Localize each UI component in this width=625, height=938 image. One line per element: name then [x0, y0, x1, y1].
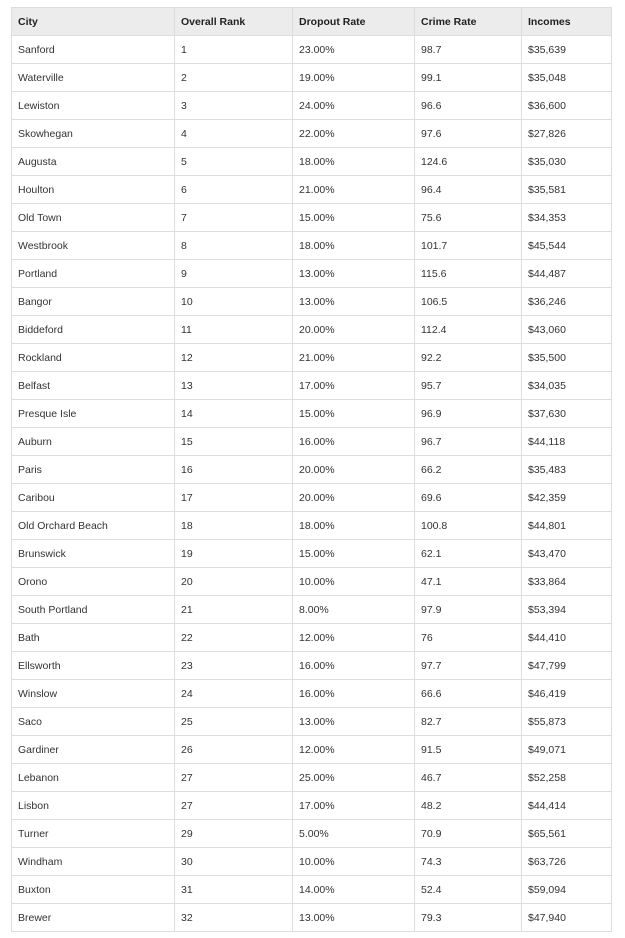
cell-crime-rate: 92.2: [415, 344, 522, 372]
cell-dropout-rate: 14.00%: [293, 876, 415, 904]
cell-crime-rate: 48.2: [415, 792, 522, 820]
cell-overall-rank: 23: [175, 652, 293, 680]
cell-city: Orono: [12, 568, 175, 596]
cell-city: Augusta: [12, 148, 175, 176]
cell-overall-rank: 15: [175, 428, 293, 456]
cell-dropout-rate: 5.00%: [293, 820, 415, 848]
table-row: [12, 120, 612, 148]
cell-overall-rank: 10: [175, 288, 293, 316]
table-header-row: [12, 8, 612, 36]
cell-overall-rank: 21: [175, 596, 293, 624]
cell-incomes: $35,500: [522, 344, 612, 372]
cell-crime-rate: 96.9: [415, 400, 522, 428]
cell-dropout-rate: 18.00%: [293, 232, 415, 260]
cell-incomes: $59,094: [522, 876, 612, 904]
cell-city: Brunswick: [12, 540, 175, 568]
cell-crime-rate: 47.1: [415, 568, 522, 596]
cell-crime-rate: 124.6: [415, 148, 522, 176]
cell-overall-rank: 3: [175, 92, 293, 120]
column-header-city: City: [12, 8, 175, 36]
cell-overall-rank: 13: [175, 372, 293, 400]
cell-dropout-rate: 10.00%: [293, 568, 415, 596]
table-row: [12, 820, 612, 848]
cell-dropout-rate: 10.00%: [293, 848, 415, 876]
cell-incomes: $45,544: [522, 232, 612, 260]
table-row: [12, 652, 612, 680]
cell-overall-rank: 11: [175, 316, 293, 344]
cell-incomes: $47,940: [522, 904, 612, 932]
cell-dropout-rate: 21.00%: [293, 344, 415, 372]
cell-city: Sanford: [12, 36, 175, 64]
cell-dropout-rate: 13.00%: [293, 288, 415, 316]
table-row: [12, 36, 612, 64]
cell-dropout-rate: 16.00%: [293, 428, 415, 456]
cell-dropout-rate: 22.00%: [293, 120, 415, 148]
cell-crime-rate: 62.1: [415, 540, 522, 568]
cell-incomes: $37,630: [522, 400, 612, 428]
cell-city: Bangor: [12, 288, 175, 316]
cell-incomes: $52,258: [522, 764, 612, 792]
cell-incomes: $33,864: [522, 568, 612, 596]
cell-incomes: $44,118: [522, 428, 612, 456]
cell-crime-rate: 106.5: [415, 288, 522, 316]
cell-city: Old Town: [12, 204, 175, 232]
cell-overall-rank: 14: [175, 400, 293, 428]
cell-incomes: $44,801: [522, 512, 612, 540]
cell-crime-rate: 74.3: [415, 848, 522, 876]
table-row: [12, 764, 612, 792]
cell-incomes: $44,487: [522, 260, 612, 288]
cell-city: Waterville: [12, 64, 175, 92]
cell-overall-rank: 7: [175, 204, 293, 232]
cell-overall-rank: 1: [175, 36, 293, 64]
table-row: [12, 316, 612, 344]
cell-overall-rank: 9: [175, 260, 293, 288]
cell-overall-rank: 27: [175, 792, 293, 820]
cell-city: Brewer: [12, 904, 175, 932]
table-row: [12, 876, 612, 904]
cell-dropout-rate: 12.00%: [293, 736, 415, 764]
cell-crime-rate: 76: [415, 624, 522, 652]
cell-city: Portland: [12, 260, 175, 288]
cell-crime-rate: 99.1: [415, 64, 522, 92]
cell-crime-rate: 91.5: [415, 736, 522, 764]
cell-crime-rate: 98.7: [415, 36, 522, 64]
cell-crime-rate: 70.9: [415, 820, 522, 848]
cell-dropout-rate: 24.00%: [293, 92, 415, 120]
table-row: [12, 680, 612, 708]
cell-incomes: $36,600: [522, 92, 612, 120]
cell-dropout-rate: 15.00%: [293, 540, 415, 568]
table-row: [12, 92, 612, 120]
cell-crime-rate: 82.7: [415, 708, 522, 736]
cell-city: Skowhegan: [12, 120, 175, 148]
cell-dropout-rate: 23.00%: [293, 36, 415, 64]
cell-crime-rate: 46.7: [415, 764, 522, 792]
cell-dropout-rate: 18.00%: [293, 148, 415, 176]
cell-overall-rank: 24: [175, 680, 293, 708]
cell-city: Old Orchard Beach: [12, 512, 175, 540]
cell-overall-rank: 2: [175, 64, 293, 92]
cell-incomes: $34,353: [522, 204, 612, 232]
cell-overall-rank: 22: [175, 624, 293, 652]
cell-crime-rate: 96.6: [415, 92, 522, 120]
table-row: [12, 400, 612, 428]
cell-dropout-rate: 13.00%: [293, 260, 415, 288]
cell-overall-rank: 19: [175, 540, 293, 568]
cell-incomes: $35,483: [522, 456, 612, 484]
cell-crime-rate: 97.9: [415, 596, 522, 624]
cell-city: Westbrook: [12, 232, 175, 260]
cell-incomes: $35,581: [522, 176, 612, 204]
table-row: [12, 260, 612, 288]
cell-dropout-rate: 15.00%: [293, 400, 415, 428]
cell-incomes: $34,035: [522, 372, 612, 400]
cell-city: Buxton: [12, 876, 175, 904]
table-row: [12, 512, 612, 540]
cell-dropout-rate: 16.00%: [293, 652, 415, 680]
table-row: [12, 568, 612, 596]
cell-dropout-rate: 15.00%: [293, 204, 415, 232]
cell-incomes: $43,060: [522, 316, 612, 344]
cell-overall-rank: 30: [175, 848, 293, 876]
cell-city: Ellsworth: [12, 652, 175, 680]
cell-crime-rate: 97.6: [415, 120, 522, 148]
cell-overall-rank: 5: [175, 148, 293, 176]
cell-overall-rank: 6: [175, 176, 293, 204]
cell-dropout-rate: 8.00%: [293, 596, 415, 624]
cell-city: Belfast: [12, 372, 175, 400]
column-header-crime-rate: Crime Rate: [415, 8, 522, 36]
table-row: [12, 596, 612, 624]
cell-crime-rate: 112.4: [415, 316, 522, 344]
table-row: [12, 428, 612, 456]
cell-crime-rate: 95.7: [415, 372, 522, 400]
table-row: [12, 344, 612, 372]
cell-city: Biddeford: [12, 316, 175, 344]
city-ranking-table: [11, 7, 612, 932]
cell-city: Saco: [12, 708, 175, 736]
cell-crime-rate: 66.2: [415, 456, 522, 484]
cell-crime-rate: 52.4: [415, 876, 522, 904]
cell-dropout-rate: 25.00%: [293, 764, 415, 792]
cell-crime-rate: 75.6: [415, 204, 522, 232]
cell-dropout-rate: 20.00%: [293, 316, 415, 344]
cell-incomes: $47,799: [522, 652, 612, 680]
table-row: [12, 176, 612, 204]
table-row: [12, 792, 612, 820]
cell-city: Lebanon: [12, 764, 175, 792]
table-row: [12, 624, 612, 652]
cell-incomes: $44,414: [522, 792, 612, 820]
cell-crime-rate: 115.6: [415, 260, 522, 288]
table-row: [12, 456, 612, 484]
column-header-dropout-rate: Dropout Rate: [293, 8, 415, 36]
cell-dropout-rate: 13.00%: [293, 904, 415, 932]
cell-crime-rate: 69.6: [415, 484, 522, 512]
cell-incomes: $49,071: [522, 736, 612, 764]
cell-overall-rank: 31: [175, 876, 293, 904]
cell-crime-rate: 96.7: [415, 428, 522, 456]
cell-overall-rank: 27: [175, 764, 293, 792]
table-row: [12, 204, 612, 232]
table-row: [12, 708, 612, 736]
cell-incomes: $55,873: [522, 708, 612, 736]
cell-crime-rate: 66.6: [415, 680, 522, 708]
cell-crime-rate: 96.4: [415, 176, 522, 204]
table-row: [12, 148, 612, 176]
cell-overall-rank: 12: [175, 344, 293, 372]
cell-overall-rank: 17: [175, 484, 293, 512]
cell-crime-rate: 100.8: [415, 512, 522, 540]
cell-crime-rate: 101.7: [415, 232, 522, 260]
cell-dropout-rate: 18.00%: [293, 512, 415, 540]
cell-overall-rank: 26: [175, 736, 293, 764]
cell-overall-rank: 8: [175, 232, 293, 260]
cell-city: Lisbon: [12, 792, 175, 820]
cell-incomes: $53,394: [522, 596, 612, 624]
table-row: [12, 540, 612, 568]
cell-incomes: $63,726: [522, 848, 612, 876]
cell-city: Presque Isle: [12, 400, 175, 428]
cell-overall-rank: 18: [175, 512, 293, 540]
cell-dropout-rate: 16.00%: [293, 680, 415, 708]
table-row: [12, 484, 612, 512]
cell-dropout-rate: 20.00%: [293, 456, 415, 484]
cell-overall-rank: 20: [175, 568, 293, 596]
table-row: [12, 64, 612, 92]
cell-overall-rank: 25: [175, 708, 293, 736]
cell-city: Caribou: [12, 484, 175, 512]
cell-city: South Portland: [12, 596, 175, 624]
cell-incomes: $36,246: [522, 288, 612, 316]
table-row: [12, 848, 612, 876]
cell-city: Paris: [12, 456, 175, 484]
cell-incomes: $27,826: [522, 120, 612, 148]
cell-overall-rank: 29: [175, 820, 293, 848]
table-row: [12, 232, 612, 260]
cell-crime-rate: 79.3: [415, 904, 522, 932]
cell-dropout-rate: 20.00%: [293, 484, 415, 512]
city-ranking-table-container: [11, 7, 611, 932]
cell-dropout-rate: 19.00%: [293, 64, 415, 92]
cell-crime-rate: 97.7: [415, 652, 522, 680]
cell-dropout-rate: 17.00%: [293, 372, 415, 400]
cell-city: Auburn: [12, 428, 175, 456]
cell-incomes: $43,470: [522, 540, 612, 568]
cell-dropout-rate: 17.00%: [293, 792, 415, 820]
cell-overall-rank: 32: [175, 904, 293, 932]
cell-city: Gardiner: [12, 736, 175, 764]
cell-dropout-rate: 12.00%: [293, 624, 415, 652]
cell-city: Bath: [12, 624, 175, 652]
cell-incomes: $42,359: [522, 484, 612, 512]
cell-incomes: $35,639: [522, 36, 612, 64]
table-row: [12, 372, 612, 400]
table-row: [12, 288, 612, 316]
cell-overall-rank: 16: [175, 456, 293, 484]
cell-incomes: $44,410: [522, 624, 612, 652]
cell-city: Rockland: [12, 344, 175, 372]
cell-dropout-rate: 13.00%: [293, 708, 415, 736]
column-header-overall-rank: Overall Rank: [175, 8, 293, 36]
cell-city: Lewiston: [12, 92, 175, 120]
cell-incomes: $65,561: [522, 820, 612, 848]
cell-city: Windham: [12, 848, 175, 876]
cell-city: Winslow: [12, 680, 175, 708]
table-row: [12, 904, 612, 932]
cell-incomes: $46,419: [522, 680, 612, 708]
table-body: [12, 36, 612, 932]
cell-city: Turner: [12, 820, 175, 848]
cell-overall-rank: 4: [175, 120, 293, 148]
table-row: [12, 736, 612, 764]
cell-incomes: $35,048: [522, 64, 612, 92]
cell-city: Houlton: [12, 176, 175, 204]
column-header-incomes: Incomes: [522, 8, 612, 36]
cell-dropout-rate: 21.00%: [293, 176, 415, 204]
cell-incomes: $35,030: [522, 148, 612, 176]
